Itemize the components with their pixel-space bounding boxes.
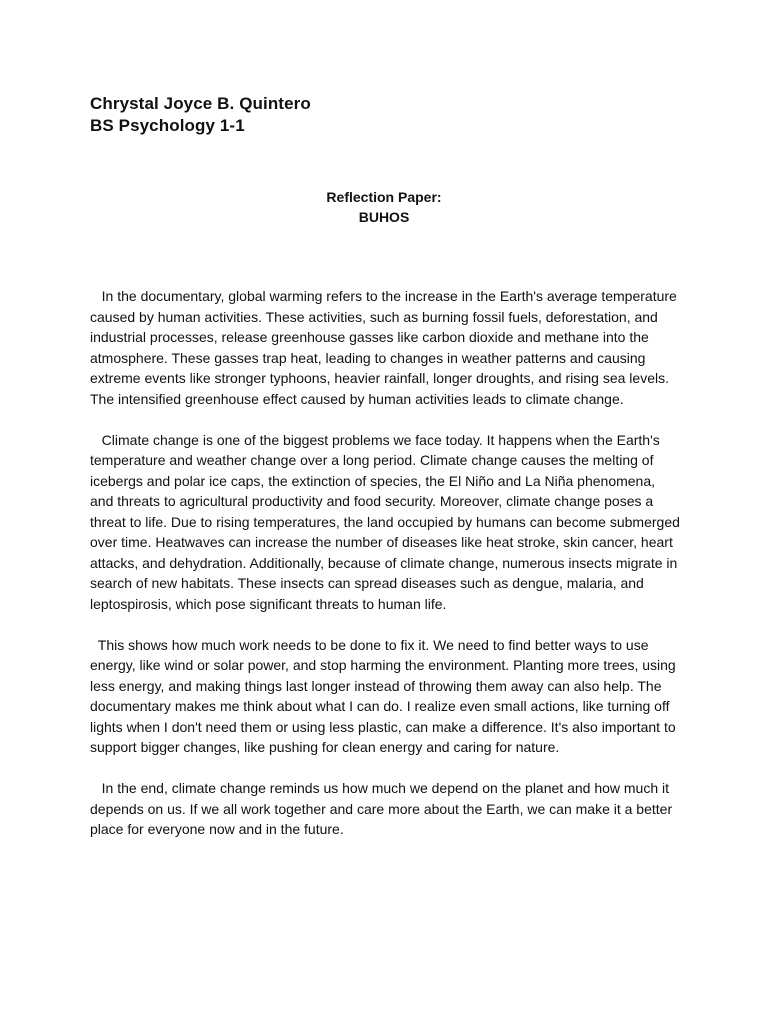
body-text xyxy=(90,286,680,840)
author-block xyxy=(90,93,690,137)
paragraph-1: In the documentary, global warming refers to the increase in the Earth's average temperature caused by human activities. These activities, such as burning fossil fuels, deforestation, and industrial processes, release greenhouse gasses like carbon dioxide and methane into the atmosphere. These gasses trap heat, leading to changes in weather patterns and causing extreme events like stronger typhoons, heavier rainfall, longer droughts, and rising sea levels. The intensified greenhouse effect caused by human activities leads to climate change. xyxy=(90,288,677,407)
title-line-2: BUHOS xyxy=(358,209,410,225)
title-line-1: Reflection Paper: xyxy=(326,189,442,205)
paragraph-3: This shows how much work needs to be done to fix it. We need to find better ways to use energy, like wind or solar power, and stop harming the environment. Planting more trees, using less energy, and making things last longer instead of throwing them away can also help. The documentary makes me think about what I can do. I realize even small actions, like turning off lights when I don't need them or using less plastic, can make a difference. It's also important to support bigger changes, like pushing for clean energy and caring for nature. xyxy=(90,636,676,755)
author-name: Chrystal Joyce B. Quintero xyxy=(90,94,311,113)
author-section: BS Psychology 1-1 xyxy=(90,116,245,135)
paragraph-2: Climate change is one of the biggest problems we face today. It happens when the Earth's temperature and weather change over a long period. Climate change causes the melting of icebergs and polar ice caps, the extinction of species, the El Niño and La Niña phenomena, and threats to agricultural productivity and food security. Moreover, climate change poses a threat to life. Due to rising temperatures, the land occupied by humans can become submerged over time. Heatwaves can increase the number of diseases like heat stroke, skin cancer, heart attacks, and dehydration. Additionally, because of climate change, numerous insects migrate in search of new habitats. These insects can spread diseases such as dengue, malaria, and leptospirosis, which pose significant threats to human life. xyxy=(90,431,680,612)
document-title xyxy=(0,187,768,227)
paragraph-4: In the end, climate change reminds us how much we depend on the planet and how much it depends on us. If we all work together and care more about the Earth, we can make it a better place for everyone now and in the future. xyxy=(90,780,673,837)
